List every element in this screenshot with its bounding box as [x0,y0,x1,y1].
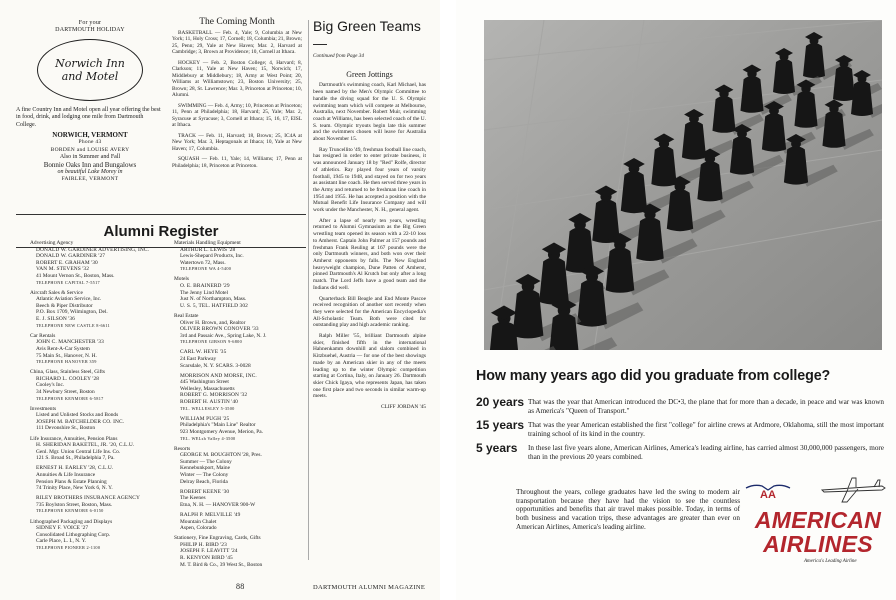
register-entry [174,240,310,273]
register-line: Scarsdale, N. Y. SCARS. 3-0028 [180,362,251,369]
years-label: 15 years [476,418,525,432]
register-entry [30,495,158,515]
register-category: Materials Handling Equipment [174,240,241,246]
column-divider [308,20,309,560]
register-line: Aspen, Colorado [180,525,217,532]
register-line: OLIVER BROWN CONOVER '33 [180,326,259,333]
register-line: DONALD W. GARDINER '27 [36,253,106,260]
register-line: JOHN C. MANCHESTER '33 [36,339,104,346]
register-category: Life Insurance, Annuities, Pension Plans [30,435,118,442]
inn-ad-owners: BORDEN and LOUISE AVERY [50,146,130,153]
register-line: TELEPHONE PIONEER 2-1100 [36,544,101,550]
register-category: Lithographed Packaging and Displays [30,518,113,525]
register-line: WILLIAM PUGH '25 [180,415,230,422]
logo-wordmark [748,508,888,556]
page-gutter [440,0,456,600]
inn-logo-line2: and Motel [61,69,119,83]
register-category: Motels [174,276,189,283]
register-line: E. J. SILSON '36 [36,316,75,323]
register-line: 24 East Parkway [180,356,217,362]
graduates-photo [484,20,882,350]
register-line: Etna, N. H. — HANOVER 900-W [180,501,256,508]
years-text: That was the year that American introduced the DC•3, the plane that for more than a decade, in peace and war was known as America's "Queen of Transport." [528,398,884,415]
alumni-register-title: Alumni Register [16,214,306,248]
register-entry [174,446,310,486]
register-line: Oliver H. Brown, and, Realtor [180,319,246,326]
left-page [0,0,440,600]
register-line: M. T. Bird & Co., 39 West St., Boston [180,561,263,568]
years-text: In these last five years alone, American Airlines, America's leading airline, has carried almost 30,000,000 passengers, more than in the previous 20 years combined. [528,444,884,461]
article-paragraph: Ralph Miller '55, brilliant Dartmouth alpine skier, finished fifth in the international Hahnenkamm downhill and slalom combined in Kitzbuehel, Austria — for one of the best showings made by an American skier in any of the meets leading up to the winter Olympic competition starting at Cortina, Italy, on January 26. Dartmouth skier Chick Igaya, who represents Japan, has taken one first place and two seconds in similar warm-up meets. [313,333,426,400]
register-category: Resorts [174,445,191,452]
article-paragraph: Dartmouth's swimming coach, Karl Michael, has been named by the Men's Olympic Committee to handle the diving squad for the U. S. Olympic swimming team which will compete at Melbourne, Australia, next November. Robert Muir, swimming coach at Williams, has been selected coach of the U. S. team. Olympic tryouts begin late this summer and the swimmers chosen will leave for Australia about November 15. [313,82,426,143]
register-entry [30,369,158,402]
register-entry [30,333,158,366]
register-line: Kennebunkport, Maine [180,465,231,472]
alumni-register-column-1 [30,240,158,555]
coming-month-column [172,19,302,173]
register-line: U. S. 5, TEL. HATFIELD 302 [180,302,248,309]
register-line: SIDNEY F. VOICE '27 [36,525,89,532]
ad-body-copy: Throughout the years, college graduates have led the swing to modern air transportation because they have had the vision to see the countless opportunities and benefits that air travel makes possible. Today, in terms of both business and vacation trips, these advantages are greater than ever on American Airlines, America's leading airline. [516,488,740,531]
alumni-register-column-2 [174,240,310,572]
register-line: TELEPHONE KENMORE 6-0150 [36,508,104,514]
register-entry [174,276,310,309]
inn-ad-header: For your [78,20,102,26]
register-line: 34 Newbury Street, Boston [36,388,95,395]
coming-month-title: The Coming Month [199,17,275,27]
register-line: Listed and Unlisted Stocks and Bonds [36,412,119,419]
register-line: 923 Montgomery Avenue, Merion, Pa. [180,428,263,435]
register-line: PHILIP H. BIRD '23 [180,541,227,548]
american-airlines-logo [744,472,890,580]
register-line: Mountain Chalet [180,518,217,525]
years-label: 5 years [476,441,518,455]
page-number: 88 [236,582,245,591]
coming-month-basketball: BASKETBALL — Feb. 4, Yale; 9, Columbia at New York; 11, Holy Cross; 17, Cornell; 18, Columbia; 21, Brown; 25, Penn; 29, Yale at New Haven; Mar. 2, Harvard at Cambridge; 3, Brown at Providence; 10, Cornell at Ithaca. [172,29,302,55]
register-line: ROBERT E. GRAHAM '30 [36,259,98,266]
register-line: RICHARD L. COOLEY '28 [36,375,100,382]
article-signature: CLIFF JORDAN '45 [380,404,426,411]
register-line: TELEPHONE CAPITAL 7-5517 [36,279,100,285]
register-line: GEORGE M. BOUGHTON '28, Pres. [180,452,262,459]
graduates-photo-illustration [484,20,882,350]
register-line: ROBERT H. AUSTIN '40 [180,399,238,406]
register-entry [174,313,310,346]
inn-ad-location: NORWICH, VERMONT [52,131,128,140]
register-line: Cooley's Inc. [36,382,65,389]
register-line: RILEY BROTHERS INSURANCE AGENCY [36,495,140,502]
register-category: Car Rentals [30,332,56,339]
register-category: Aircraft Sales & Service [30,289,83,296]
register-line: ARTHUR L. LEWIS '28 [180,246,236,253]
register-line: ROBERT KEENE '30 [180,488,230,495]
register-entry [174,349,310,369]
right-page [456,0,896,600]
inn-ad-subheader: DARTMOUTH HOLIDAY [55,27,125,34]
register-line: Watertown 72, Mass. [180,259,226,266]
logo-tagline: America's Leading Airline [804,559,857,564]
register-line: Avis Rent-A-Car System [36,345,90,352]
article-title: Big Green Teams— [313,18,421,51]
article-paragraph: After a lapse of nearly ten years, wrestling returned to Alumni Gymnasium as the Big Green wrestling team opened its season with a 22-10 loss to Amherst. Captain John Palmer at 157 pounds and freshman Frank Reuling at 167 pounds were the only Dartmouth winners, and both won over their Amherst opponents by falls. The New England heavyweight champion, Dune Patten of Amherst, pinned Dartmouth's Al Krutch but only after a long match. The Lord Jeffs have a good team and the Indians did well. [313,217,426,291]
register-category: China, Glass, Stainless Steel, Gifts [30,369,106,376]
article-paragraph: Ray Truncellito '49, freshman football line coach, has resigned in order to enter private business, it was announced January 18 by "Red" Rolfe, director of athletics. Ray played four years of varsity football, 1945 to 1948, and stayed on for two years as assistant line coach. He then served three years in the Army and returned to be freshman line coach in 1954 and 1955. He has accepted a position with the Mutual Benefit Life Insurance Company and will work under the Manchester, N. H., general agent. [313,146,426,214]
register-line: Consolidated Lithographing Corp. [36,531,111,538]
years-text: That was the year American established the first "college" for airline crews at Ardmore, Oklahoma, still the most important training school of its kind in the country. [528,421,884,438]
register-line: 445 Washington Street [180,379,229,386]
register-line: CARL W. HEYE '35 [180,349,227,356]
logo-line2: AIRLINES [763,531,873,557]
register-line: TELEPHONE GIBSON 9-6800 [180,339,243,345]
article-paragraph: Quarterback Bill Beagle and End Monte Pascoe received recognition of another sort recently when they were selected for the American Encyclopedia's All-Scholastic Team. Both were cited for outstanding play and high academic ranking. [313,295,426,329]
register-line: JOSEPH F. LEAVITT '24 [180,548,238,555]
register-line: Lewis-Shepard Products, Inc. [180,253,244,260]
register-line: JOSEPH M. BATCHELDER CO. INC. [36,418,125,425]
coming-month-squash: SQUASH — Feb. 11, Yale; 14, Williams; 17, Penn at Philadelphia; 18, Princeton at Princeton. [172,156,302,169]
register-line: Just N. of Northampton, Mass. [180,296,247,303]
register-line: P.O. Box 1709, Wilmington, Del. [36,309,108,316]
eagle-airplane-icon [744,472,890,512]
inn-ad-phone: Phone 43 [78,139,102,146]
coming-month-swimming: SWIMMING — Feb. 4, Army; 10, Princeton at Princeton; 11, Penn at Philadelphia; 18, Harvard; 25, Yale; Mar. 2, Syracuse at Syracuse; 3, Cornell at Ithaca; 15, 16, 17, EISL at Ithaca. [172,102,302,128]
register-line: TEL. WELsh Valley 4-3500 [180,435,236,441]
inn-ad-fairlee: FAIRLEE, VERMONT [61,176,119,183]
register-entry [174,512,310,532]
register-line: Winter — The Colony [180,472,229,478]
big-green-teams-article [313,18,426,411]
inn-ad-description: A fine Country Inn and Motel open all year offering the best in food, drink, and lodging one mile from Dartmouth College. [16,106,161,128]
inn-ad-also: Also in Summer and Fall [59,154,121,161]
logo-line1: AMERICAN [754,507,882,533]
register-line: ROBERT G. MORRISON '32 [180,392,248,399]
coming-month-track: TRACK — Feb. 11, Harvard; 18, Brown; 25, IC4A at New York; Mar. 3, Heptagonals at Ithaca; 10, Yale at New Haven; 17, Columbia. [172,132,302,152]
register-entry [30,465,158,491]
register-line: 121 S. Broad St., Philadelphia 7, Pa. [36,455,115,462]
register-line: Atlantic Aviation Service, Inc. [36,296,102,303]
register-line: 74 Trinity Place, New York 6, N. Y. [36,485,113,492]
register-line: VAN M. STEVENS '32 [36,266,89,273]
register-line: TELEPHONE HANOVER 359 [36,359,97,365]
register-line: 3rd and Passaic Ave., Spring Lake, N. J. [180,332,267,339]
register-category: Advertising Agency [30,240,74,246]
inn-logo-oval [37,39,143,101]
register-line: Delray Beach, Florida [180,478,228,485]
inn-logo-line1: Norwich Inn [55,56,125,70]
register-line: TELEPHONE KENMORE 6-5817 [36,395,104,401]
inn-ad-bonnie: Bonnie Oaks Inn and Bungalows [43,160,137,169]
years-label: 20 years [476,395,525,409]
coming-month-hockey: HOCKEY — Feb. 2, Boston College; 4, Harvard; 8, Clarkson; 11, Yale at New Haven; 15, Norwich; 17, Middlebury at Middlebury; 18, Army at West Point; 20, Williams at Williamstown; 23, Boston University; 25, Brown; 28, St. Lawrence; Mar. 3, Princeton at Princeton; 10, Alumni. [172,59,302,98]
register-line: TELEPHONE NEW CASTLE 8-6611 [36,322,111,328]
register-line: The Keenes [180,495,206,502]
register-category: Stationery, Fine Engraving, Cards, Gifts [174,535,261,542]
ad-headline: How many years ago did you graduate from college? [476,368,831,384]
register-line: Annuities & Life Insurance [36,472,96,478]
register-line: TEL. WELLESLEY 5-3500 [180,405,235,411]
register-entry [30,519,158,552]
register-line: Genl. Mgr. Union Central Life Ins. Co. [36,448,121,455]
register-category: Investments [30,405,57,412]
register-line: Pension Plans & Estate Planning [36,478,107,485]
register-category: Real Estate [174,312,199,319]
register-line: Wellesley, Massachusetts [180,385,235,392]
register-line: Philadelphia's "Main Line" Realtor [180,422,256,429]
register-line: The Jenny Lind Motel [180,289,229,296]
inn-advertisement [16,20,164,184]
aa-monogram: AA [760,489,776,501]
register-entry [30,406,158,432]
magazine-footer: DARTMOUTH ALUMNI MAGAZINE [313,584,426,591]
register-entry [174,416,310,442]
register-line: TELEPHONE WA 4-5400 [180,266,232,272]
register-line: ERNEST H. EARLEY '28, C.L.U. [36,465,114,472]
register-line: 75 Main St., Hanover, N. H. [36,352,97,359]
register-line: 41 Mount Vernon St., Boston, Mass. [36,272,115,279]
register-entry [174,489,310,509]
register-entry [174,373,310,413]
inn-ad-lake: on beautiful Lake Morey in [57,169,123,176]
register-line: H. SHERIDAN BAKETEL, JR. '20, C.L.U. [36,442,135,449]
register-line: Carle Place, L. I., N. Y. [36,538,87,545]
register-line: MORRISON AND MORSE, INC. [180,372,257,379]
register-line: DONALD W. GARDINER ADVERTISING, INC. [36,246,150,253]
register-line: 735 Boylston Street, Boston, Mass. [36,501,113,508]
register-line: O. E. BRAINERD '29 [180,283,230,290]
article-subhead: Green Jottings [346,69,393,79]
register-line: 111 Devonshire St., Boston [36,425,96,432]
register-line: RALPH P. MELVILLE '49 [180,511,241,518]
article-continued-note: Continued from Page 34 [313,53,364,59]
register-entry [30,290,158,330]
register-line: R. KENYON BIRD '45 [180,555,233,562]
register-entry [30,240,158,286]
register-line: Summer — The Colony [180,458,232,465]
register-entry [174,535,310,568]
register-line: Beech & Piper Distributor [36,302,93,309]
register-entry [30,436,158,462]
